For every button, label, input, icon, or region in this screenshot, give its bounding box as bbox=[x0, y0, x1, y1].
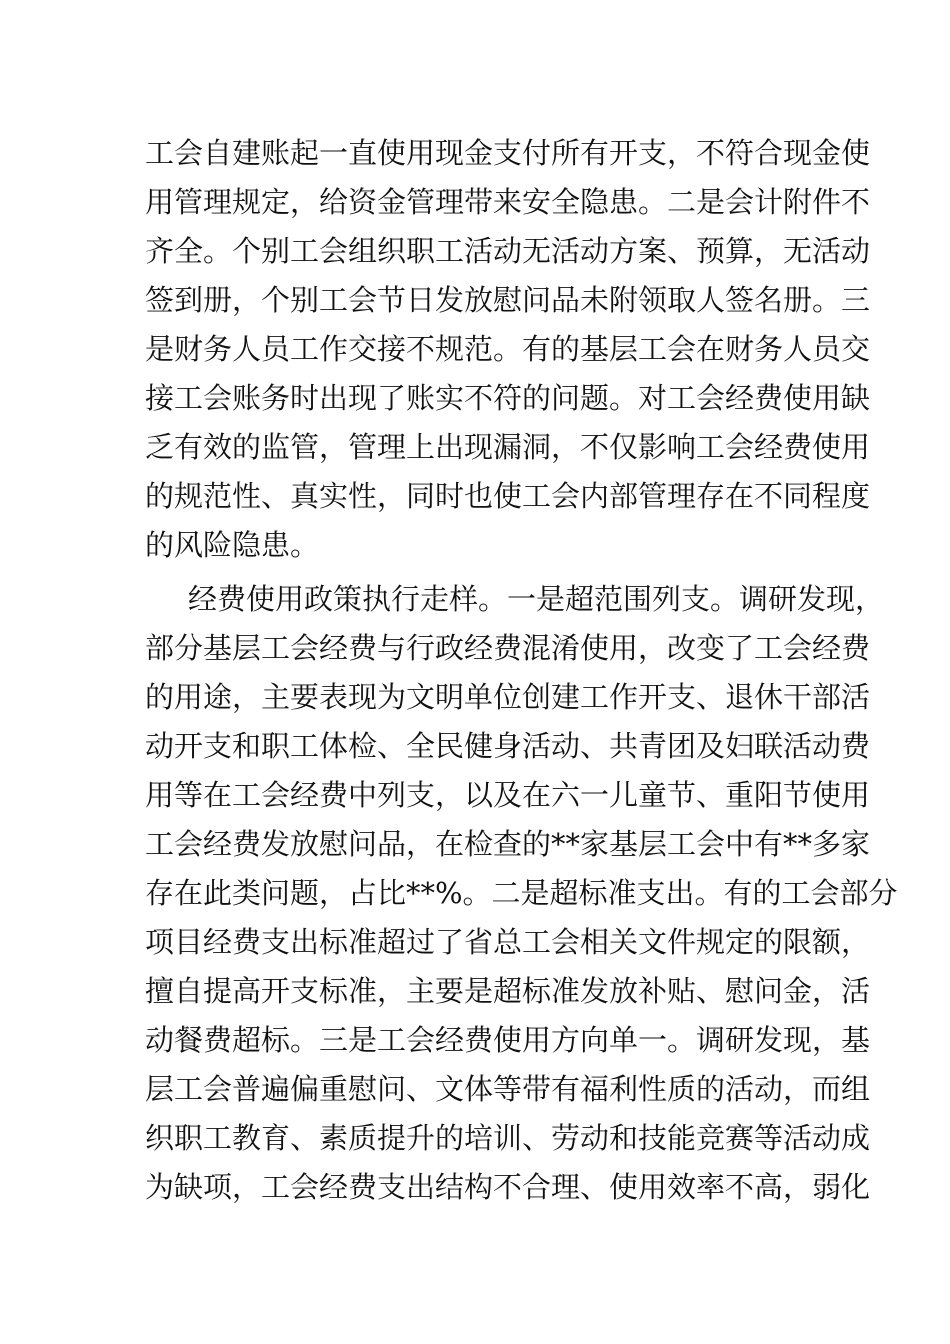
text-line: 项目经费支出标准超过了省总工会相关文件规定的限额， bbox=[145, 925, 871, 959]
text-line: 齐全。个别工会组织职工活动无活动方案、预算，无活动 bbox=[145, 234, 871, 268]
text-line: 存在此类问题，占比**%。二是超标准支出。有的工会部分 bbox=[145, 876, 898, 910]
text-line: 织职工教育、素质提升的培训、劳动和技能竞赛等活动成 bbox=[145, 1121, 871, 1155]
text-line: 工会经费发放慰问品，在检查的**家基层工会中有**多家 bbox=[145, 827, 871, 861]
text-line: 乏有效的监管，管理上出现漏洞，不仅影响工会经费使用 bbox=[145, 430, 871, 464]
text-line: 部分基层工会经费与行政经费混淆使用，改变了工会经费 bbox=[145, 631, 871, 665]
text-line: 的用途，主要表现为文明单位创建工作开支、退休干部活 bbox=[145, 680, 871, 714]
text-line: 接工会账务时出现了账实不符的问题。对工会经费使用缺 bbox=[145, 381, 871, 415]
text-line: 用管理规定，给资金管理带来安全隐患。二是会计附件不 bbox=[145, 185, 871, 219]
text-line: 为缺项，工会经费支出结构不合理、使用效率不高，弱化 bbox=[145, 1170, 871, 1204]
text-line: 层工会普遍偏重慰问、文体等带有福利性质的活动，而组 bbox=[145, 1072, 871, 1106]
text-line: 动开支和职工体检、全民健身活动、共青团及妇联活动费 bbox=[145, 729, 871, 763]
text-line: 的规范性、真实性，同时也使工会内部管理存在不同程度 bbox=[145, 479, 871, 513]
text-line: 擅自提高开支标准，主要是超标准发放补贴、慰问金，活 bbox=[145, 974, 871, 1008]
text-line: 是财务人员工作交接不规范。有的基层工会在财务人员交 bbox=[145, 332, 871, 366]
text-line: 的风险隐患。 bbox=[145, 528, 320, 562]
text-line: 动餐费超标。三是工会经费使用方向单一。调研发现，基 bbox=[145, 1023, 871, 1057]
text-line: 工会自建账起一直使用现金支付所有开支，不符合现金使 bbox=[145, 136, 871, 170]
text-line: 用等在工会经费中列支，以及在六一儿童节、重阳节使用 bbox=[145, 778, 871, 812]
paragraph-first-line: 经费使用政策执行走样。一是超范围列支。调研发现， bbox=[188, 582, 885, 616]
text-line: 签到册，个别工会节日发放慰问品未附领取人签名册。三 bbox=[145, 283, 871, 317]
